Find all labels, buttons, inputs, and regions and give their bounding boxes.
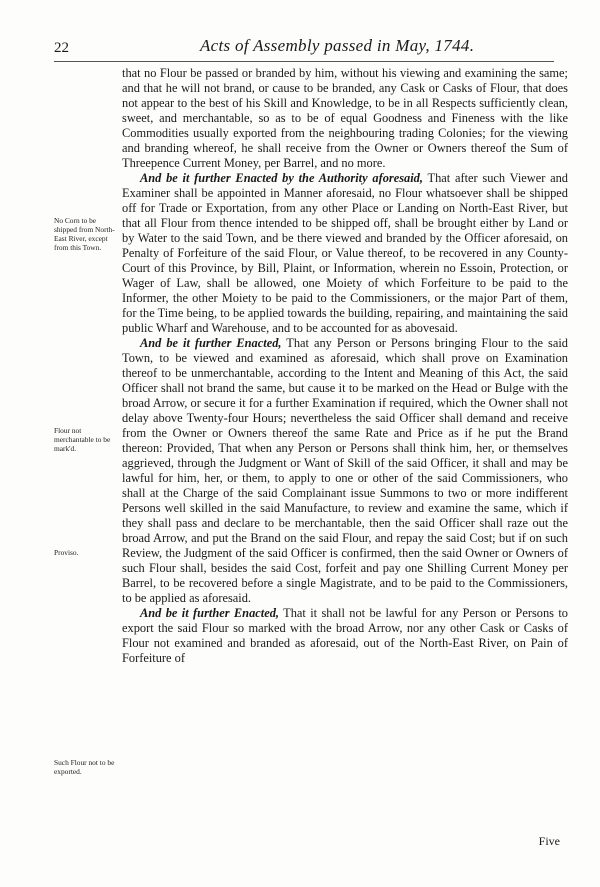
paragraph-3 [122, 336, 568, 606]
paragraph-2-text: That after such Viewer and Examiner shall be appointed in Manner aforesaid, no Flour whatsoever shall be shipped off for Trade or Exportation, from any other Place or Landing on North-East River, but that all Flour from thence intended to be shipped off, shall be brought either by Land or by Water to the said Town, and be there viewed and branded by the Officer aforesaid, on Penalty of Forfeiture of the said Flour, or Value thereof, to be recovered in any County-Court of this Province, by Bill, Plaint, or Information, wherein no Essoin, Protection, or Wager of Law, shall be allowed, one Moiety of which Forfeiture to be paid to the Informer, the other Moiety to be paid to the Commissioners, or the major Part of them, for the Time being, to be applied towards the building, repairing, and maintaining the said public Wharf and Warehouse, and to be accounted for as abovesaid. [122, 171, 568, 335]
margin-note-such-flour: Such Flour not to be exported. [54, 758, 115, 776]
margin-note-proviso: Proviso. [54, 548, 79, 557]
running-head [0, 36, 600, 58]
paragraph-4-text: That it shall not be lawful for any Person or Persons to export the said Flour so marked with the broad Arrow, nor any other Cask or Casks of Flour not examined and branded as aforesaid, out of the North-East River, on Pain of Forfeiture of [122, 606, 568, 665]
paragraph-3-lead: And be it further Enacted, [140, 336, 282, 350]
page-number: 22 [54, 40, 69, 56]
paragraph-3-text: That any Person or Persons bringing Flour to the said Town, to be viewed and examined as aforesaid, which shall prove on Examination thereof to be unmerchantable, according to the Intent and Meaning of this Act, the said Officer shall not brand the same, but cause it to be marked on the Head or Bulge with the broad Arrow, or secure it for a further Examination if required, which the Owner shall not delay above Twenty-four Hours; nevertheless the said Officer shall demand and receive from the Owner or Owners thereof the same Rate and Price as if he put the Brand thereon: Provided, That when any Person or Persons shall think him, her, or themselves aggrieved, through the Judgment or Want of Skill of the said Officer, it shall and may be lawful for him, her, or them, to apply to one or other of the said Commissioners, who shall at the Charge of the said Complainant issue Summons to two or more indifferent Persons well skilled in the said Manufacture, to review and examine the same, which if they shall pass and declare to be merchantable, then the said Officer shall raze out the broad Arrow, and put the Brand on the said Flour, and repay the said Cost; but if on such Review, the Judgment of the said Officer is confirmed, then the said Owner or Owners of such Flour shall, besides the said Cost, forfeit and pay one Shilling Current Money per Barrel, to be recovered before a single Magistrate, and to be paid to the Commissioners, to be applied as aforesaid. [122, 336, 568, 605]
margin-note-flour-not-merchantable: Flour not merchantable to be mark'd. [54, 426, 111, 453]
header-rule [54, 61, 554, 62]
paragraph-1-text: that no Flour be passed or branded by him, without his viewing and examining the same; and that he will not brand, or cause to be branded, any Cask or Casks of Flour, that does not appear to the best of his Skill and Knowledge, to be in all Respects sufficiently clean, sweet, and merchantable, so as to be of equal Goodness and Fineness with the like Commodities usually exported from the neighbouring trading Colonies; for the viewing and branding whereof, he shall receive from the Owner or Owners thereof the Sum of Threepence Current Money, per Barrel, and no more. [122, 66, 568, 170]
paragraph-1 [122, 66, 568, 171]
running-title: Acts of Assembly passed in May, 1744. [200, 36, 475, 55]
paragraph-4-lead: And be it further Enacted, [140, 606, 279, 620]
body-text [122, 66, 568, 666]
paragraph-2 [122, 171, 568, 336]
catchword: Five [538, 834, 560, 848]
margin-note-no-corn: No Corn to be shipped from North-East River, except from this Town. [54, 216, 115, 252]
paragraph-2-lead: And be it further Enacted by the Authority aforesaid, [140, 171, 423, 185]
paragraph-4 [122, 606, 568, 666]
